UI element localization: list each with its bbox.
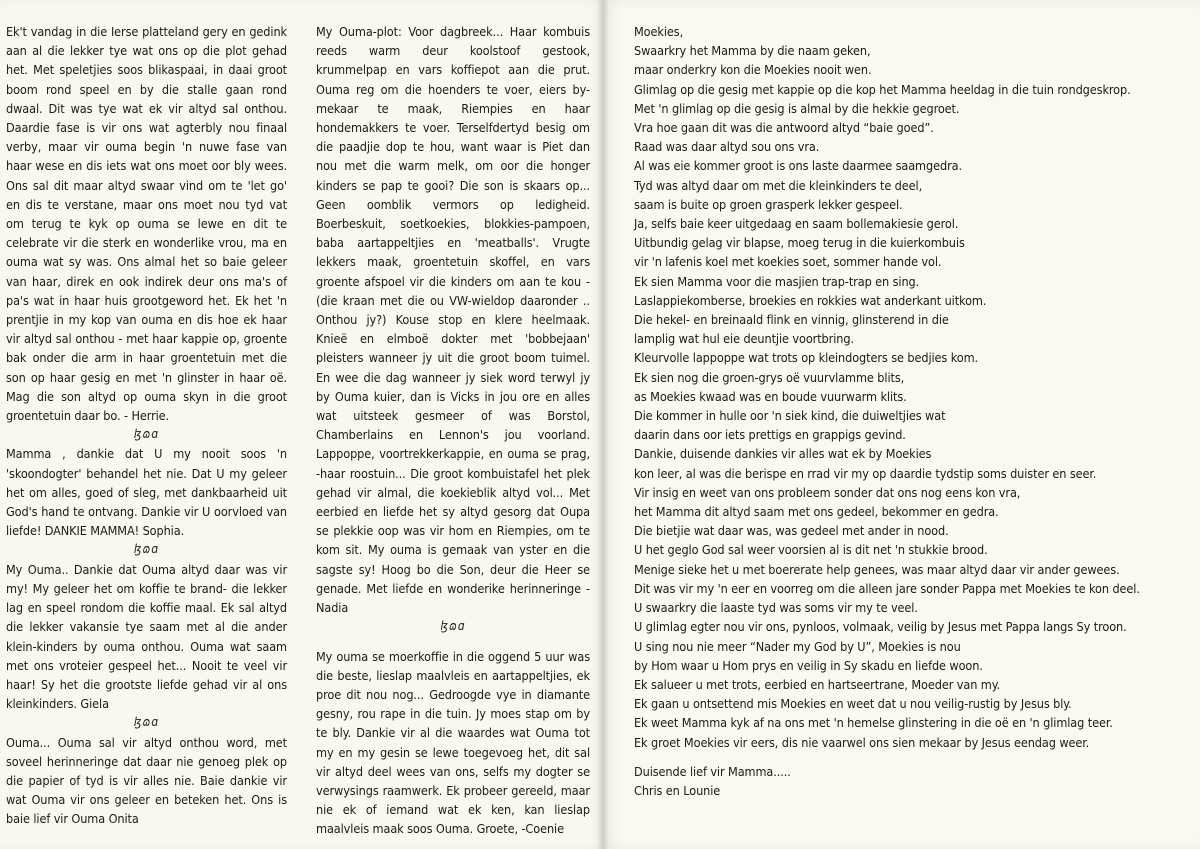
poem-line: U sing nou nie meer “Nader my God by U”, Moekies is nou xyxy=(634,638,961,654)
column-1 xyxy=(6,22,287,829)
poem-line: Vra hoe gaan dit was die antwoord altyd “baie goed”. xyxy=(634,120,934,136)
poem-line: Al was eie kommer groot is ons laste daarmee saamgedra. xyxy=(634,158,962,174)
poem-line: Laslappiekomberse, broekies en rokkies wat anderkant uitkom. xyxy=(634,292,987,308)
spacer xyxy=(634,752,1194,762)
tribute-herrie: Ek't vandag in die Ierse platteland gery en gedink aan al die lekker tye wat ons op die plot gehad het. Met speletjies soos blikaspaai, in daai groot boom rond speel en by die stalle gaan rond dwaal. Dit was tye wat ek vir altyd sal onthou. Daardie fase is vir ons wat agterbly nou finaal verby, maar vir ouma begin 'n nuwe fase van haar wese en dis iets wat ons moet oor bly wees. Ons sal dit maar altyd swaar vind om te 'let go' en dis te verstane, maar ons moet nou tyd vat om terug te kyk op ouma se lewe en dit te celebrate vir die sterk en wonderlike vrou, ma en ouma wat sy was. Ons almal het so baie geleer van haar, direk en ook indirek deur ons ma's of pa's wat in haar huis grootgeword het. Ek het 'n prentjie in my kop van ouma en dis hoe ek haar vir altyd sal onthou - met haar kappie op, groente bak onder die arm in haar groentetuin met die son op haar gesig en met 'n glinster in haar oë. Mag die son altyd op ouma skyn in die groot groentetuin daar bo. - Herrie. xyxy=(6,24,287,424)
poem-line: Ja, selfs baie keer uitgedaag en saam bollemakiesie gerol. xyxy=(634,216,959,232)
poem-line: Ek groet Moekies vir eers, dis nie vaarwel ons sien mekaar by Jesus eendag weer. xyxy=(634,734,1090,750)
poem-line: U swaarkry die laaste tyd was soms vir my te veel. xyxy=(634,600,918,616)
poem-column xyxy=(634,22,1194,800)
poem-line: Dit was vir my 'n eer en voorreg om die alleen jare sonder Pappa met Moekies te kon deel. xyxy=(634,580,1140,596)
poem-line: Ek weet Mamma kyk af na ons met 'n hemelse glinstering in die oë en 'n glimlag teer. xyxy=(634,715,1113,731)
poem-line: Die bietjie wat daar was, was gedeel met ander in nood. xyxy=(634,523,949,539)
poem-line: Menige sieke het u met boererate help genees, was maar altyd daar vir ander gewees. xyxy=(634,561,1120,577)
poem-line: maar onderkry kon die Moekies nooit wen. xyxy=(634,62,872,78)
page-fold xyxy=(598,0,608,849)
poem-line: daarin dans oor iets prettigs en grappigs gevind. xyxy=(634,427,906,443)
poem-line: lamplig wat hul eie deuntjie voortbring. xyxy=(634,331,854,347)
poem-line: Moekies, xyxy=(634,24,684,39)
ornament-divider: ɮɷɑ xyxy=(133,427,160,442)
spacer xyxy=(316,637,590,647)
poem-line: U glimlag egter nou vir ons, pynloos, volmaak, veilig by Jesus met Pappa langs Sy troon. xyxy=(634,619,1127,635)
tribute-sophia: Mamma , dankie dat U my nooit soos 'n 'skoondogter' behandel het nie. Dat U my geleer het om alles, goed of sleg, met dankbaarheid uit God's hand te ontvang. Dankie vir U oorvloed van liefde! DANKIE MAMMA! Sophia. xyxy=(6,446,287,539)
tribute-coenie: My ouma se moerkoffie in die oggend 5 uur was die beste, lieslap maalvleis en aartappeltjies, ek proe dit nou nog... Gedroogde vye in diamante gesny, rou rape in die tuin. Jy moes stap om by te bly. Dankie vir al die waardes wat Ouma tot my en my gesin se lewe toegevoeg het, dit sal vir altyd deel wees van ons, selfs my dogter se verwysings raamwerk. Ek probeer gereeld, maar nie ek of iemand wat ek ken, kan lieslap maalvleis maak soos Ouma. Groete, -Coenie xyxy=(316,648,590,837)
poem-line: by Hom waar u Hom prys en veilig in Sy skadu en liefde woon. xyxy=(634,657,983,673)
poem-line: Die kommer in hulle oor 'n siek kind, die duiweltjies wat xyxy=(634,408,946,424)
poem-line: saam is buite op groen grasperk lekker gespeel. xyxy=(634,196,903,212)
tribute-nadia: My Ouma-plot: Voor dagbreek... Haar kombuis reeds warm deur koolstoof gestook, krummelpap en vars koffiepot aan die prut. Ouma reg om die hoenders te voer, eiers by-mekaar te maak, Riempies en haar hondemakkers te voer. Terselfdertyd besig om die paadjie dop te hou, want waar is Piet dan nou met die warm melk, om oor die honger kinders se pap te gooi? Die son is skaars op... Geen oomblik vermors op ledigheid. Boerbeskuit, soetkoekies, blokkies-pampoen, baba aartappeltjies en 'meatballs'. Vrugte lekkers maak, groentetuin skoffel, en vars groente afspoel vir die kinders om aan te kou - (die kraan met die ou VW-wieldop daaronder .. Onthou jy?) Kouse stop en klere heelmaak. Knieë en elmboë dokter met 'bobbejaan' pleisters wanneer jy uit die groot boom tuimel. En wee die dag wanneer jy siek word terwyl jy by Ouma kuier, dan is Vicks in jou ore en alles wat uitsteek gesmeer of was Borstol, Chamberlains en Lennon's jou voorland. Lappoppe, voortrekkerkappie, en ouma se prag, -haar roostuin... Die groot kombuistafel het plek gehad vir almal, die koekieblik altyd vol... Met eerbied en liefde het sy altyd gesorg dat Oupa se plekkie oop was vir hom en Riempies, om te kom sit. My ouma is gemaak van yster en die sagste sy! Hoog bo die Son, deur die Heer se genade. Met liefde en wonderike herinneringe - Nadia xyxy=(316,24,590,616)
poem-signature: Chris en Lounie xyxy=(634,782,721,798)
poem-line: as Moekies kwaad was en boude vuurwarm klits. xyxy=(634,388,907,404)
poem-line: kon leer, al was die berispe en rrad vir my op daardie tydstip soms duister en seer. xyxy=(634,465,1097,481)
poem-line: Glimlag op die gesig met kappie op die kop het Mamma heeldag in die tuin rondgeskrop. xyxy=(634,81,1131,97)
poem-line: het Mamma dit altyd saam met ons gedeel, bekommer en gedra. xyxy=(634,504,999,520)
poem-lines xyxy=(634,22,1194,752)
poem-line: Vir insig en weet van ons probleem sonder dat ons nog eens kon vra, xyxy=(634,484,1021,500)
tribute-giela: My Ouma.. Dankie dat Ouma altyd daar was vir my! My geleer het om koffie te brand- die lekker lag en speel rondom die koffie maal. Ek sal altyd die lekker vakansie tye saam met al die ander klein-kinders by ouma onthou. Ouma wat saam met ons vroteier gespeel het... Nooit te veel vir haar! Sy het die grootste liefde gehad vir al ons kleinkinders. Giela xyxy=(6,561,287,712)
poem-closing: Duisende lief vir Mamma..... xyxy=(634,763,791,779)
poem-line: U het geglo God sal weer voorsien al is dit net 'n stukkie brood. xyxy=(634,542,988,558)
poem-line: Tyd was altyd daar om met die kleinkinders te deel, xyxy=(634,177,923,193)
poem-line: Uitbundig gelag vir blapse, moeg terug in die kuierkombuis xyxy=(634,235,965,251)
poem-line: Ek gaan u ontsettend mis Moekies en weet dat u nou veilig-rustig by Jesus bly. xyxy=(634,696,1072,712)
poem-line: Ek sien nog die groen-grys oë vuurvlamme blits, xyxy=(634,369,905,385)
poem-line: Ek sien Mamma voor die masjien trap-trap en sing. xyxy=(634,273,920,289)
poem-line: Raad was daar altyd sou ons vra. xyxy=(634,139,820,155)
poem-line: Die hekel- en breinaald flink en vinnig, glinsterend in die xyxy=(634,312,949,328)
column-2 xyxy=(316,22,590,839)
poem-line: vir 'n lafenis koel met koekies soet, sommer hande vol. xyxy=(634,254,942,270)
poem-line: Ek salueer u met trots, eerbied en hartseertrane, Moeder van my. xyxy=(634,676,1001,692)
poem-line: Kleurvolle lappoppe wat trots op kleindogters se bedjies kom. xyxy=(634,350,979,366)
tribute-onita: Ouma... Ouma sal vir altyd onthou word, met soveel herinneringe dat daar nie genoeg plek op die papier of tyd is vir alles nie. Baie dankie vir wat Ouma vir ons geleer en beteken het. Ons is baie lief vir Ouma Onita xyxy=(6,734,287,827)
poem-line: Met 'n glimlag op die gesig is almal by die hekkie gegroet. xyxy=(634,100,960,116)
poem-line: Dankie, duisende dankies vir alles wat ek by Moekies xyxy=(634,446,932,462)
ornament-divider: ɮɷɑ xyxy=(133,715,160,730)
ornament-divider: ɮɷɑ xyxy=(440,619,466,634)
poem-line: Swaarkry het Mamma by die naam geken, xyxy=(634,43,871,59)
ornament-divider: ɮɷɑ xyxy=(133,542,160,557)
